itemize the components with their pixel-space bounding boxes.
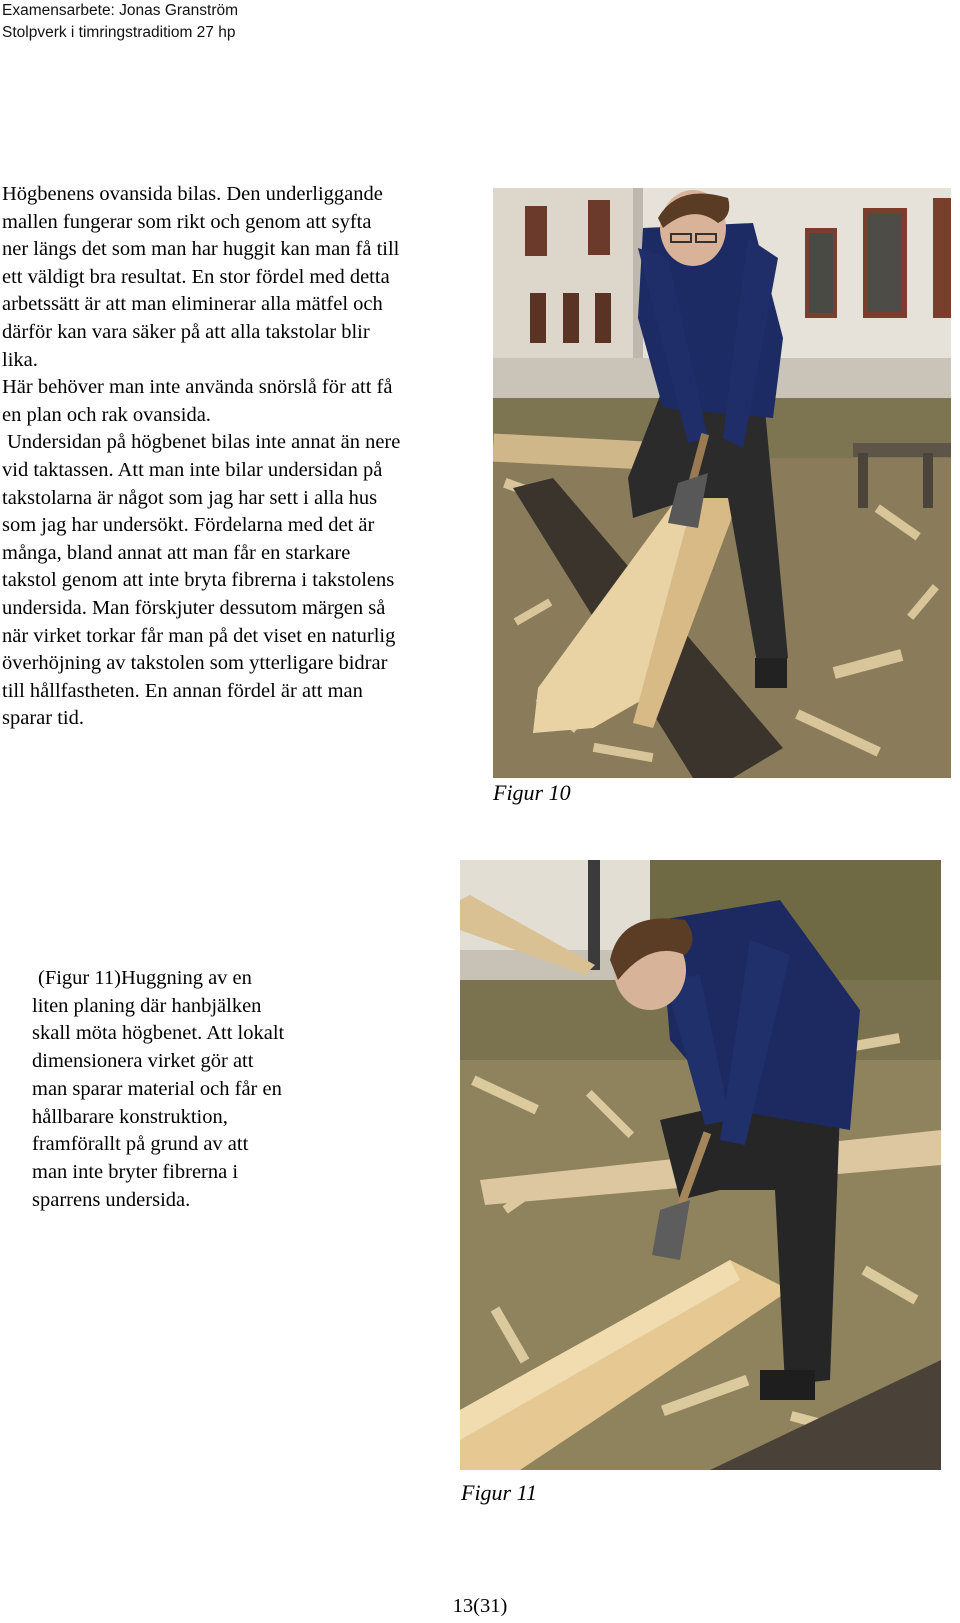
text-line: ner längs det som man har huggit kan man få till xyxy=(2,238,400,261)
text-line: takstol genom att inte bryta fibrerna i takstolens xyxy=(2,569,395,592)
text-line: arbetssätt är att man eliminerar alla mätfel och xyxy=(2,293,383,316)
text-line: sparrens undersida. xyxy=(32,1188,191,1211)
text-line: ett väldigt bra resultat. En stor fördel med detta xyxy=(2,265,390,288)
page-header xyxy=(2,0,238,44)
text-line: undersida. Man förskjuter dessutom märgen så xyxy=(2,596,386,619)
text-line: många, bland annat att man får en starkare xyxy=(2,541,351,564)
text-line: Undersidan på högbenet bilas inte annat än nere xyxy=(7,431,401,454)
text-line: dimensionera virket gör att xyxy=(32,1050,254,1073)
text-line: man inte bryter fibrerna i xyxy=(32,1160,239,1183)
figure-10-caption: Figur 10 xyxy=(493,780,571,805)
text-line: en plan och rak ovansida. xyxy=(2,403,211,426)
text-line: när virket torkar får man på det viset en naturlig xyxy=(2,624,396,647)
text-line: framförallt på grund av att xyxy=(32,1133,249,1156)
text-line: till hållfastheten. En annan fördel är att man xyxy=(2,679,363,702)
text-line: Här behöver man inte använda snörslå för att få xyxy=(2,376,393,399)
text-line: hållbarare konstruktion, xyxy=(32,1105,228,1128)
text-line: vid taktassen. Att man inte bilar undersidan på xyxy=(2,458,383,481)
header-title: Examensarbete: Jonas Granström xyxy=(2,2,239,19)
text-line: skall möta högbenet. Att lokalt xyxy=(32,1022,285,1045)
header-subtitle: Stolpverk i timringstraditiom 27 hp xyxy=(2,24,236,41)
text-line: man sparar material och får en xyxy=(32,1077,282,1100)
figure-11-illustration xyxy=(460,860,941,1470)
text-line: liten planing där hanbjälken xyxy=(32,994,262,1017)
figure-11-description xyxy=(32,965,362,1214)
text-line: Högbenens ovansida bilas. Den underliggande xyxy=(2,183,383,205)
text-line: därför kan vara säker på att alla takstolar blir xyxy=(2,320,370,343)
figure-10-photo xyxy=(493,188,951,778)
figure-11-caption: Figur 11 xyxy=(461,1480,537,1505)
text-line: takstolarna är något som jag har sett i alla hus xyxy=(2,486,378,509)
text-line: mallen fungerar som rikt och genom att syfta xyxy=(2,210,372,233)
text-line: överhöjning av takstolen som ytterligare bidrar xyxy=(2,652,388,675)
figure-10-illustration xyxy=(493,188,951,778)
figure-11-photo xyxy=(460,860,941,1470)
text-line: (Figur 11)Huggning av en xyxy=(38,967,252,989)
text-line: sparar tid. xyxy=(2,707,84,730)
text-line: lika. xyxy=(2,348,38,371)
text-line: som jag har undersökt. Fördelarna med det är xyxy=(2,514,375,537)
page-number: 13(31) xyxy=(452,1595,508,1617)
body-text xyxy=(2,181,470,733)
